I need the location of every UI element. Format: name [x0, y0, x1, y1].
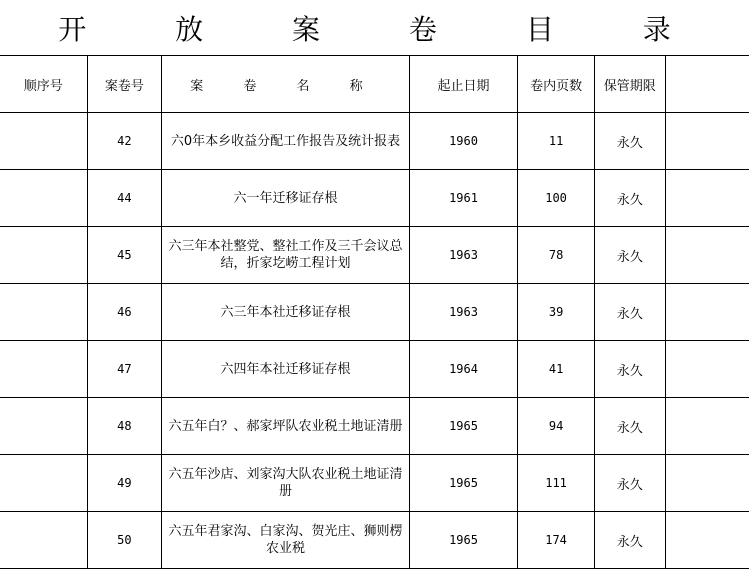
cell-name: 六三年本社整党、整社工作及三千会议总结，折家圪崂工程计划 — [162, 227, 410, 284]
cell-date: 1961 — [409, 170, 517, 227]
cell-retention: 永久 — [594, 284, 665, 341]
table-row — [0, 284, 749, 341]
cell-name: 六五年白？、郝家坪队农业税土地证清册 — [162, 398, 410, 455]
cell-date: 1963 — [409, 284, 517, 341]
header-retention: 保管期限 — [594, 56, 665, 113]
archive-catalog-table — [0, 55, 749, 569]
page-title: 开 放 案 卷 目 录 — [58, 13, 711, 46]
header-file-no: 案卷号 — [87, 56, 162, 113]
cell-date: 1963 — [409, 227, 517, 284]
header-name: 案 卷 名 称 — [162, 56, 410, 113]
cell-retention: 永久 — [594, 455, 665, 512]
cell-retention: 永久 — [594, 512, 665, 569]
cell-name: 六0年本乡收益分配工作报告及统计报表 — [162, 113, 410, 170]
cell-file-no: 50 — [87, 512, 162, 569]
cell-extra — [665, 512, 749, 569]
cell-name: 六四年本社迁移证存根 — [162, 341, 410, 398]
cell-pages: 41 — [518, 341, 595, 398]
header-extra — [665, 56, 749, 113]
table-row — [0, 170, 749, 227]
cell-pages: 111 — [518, 455, 595, 512]
cell-seq — [0, 113, 87, 170]
cell-extra — [665, 398, 749, 455]
table-row — [0, 512, 749, 569]
cell-name: 六一年迁移证存根 — [162, 170, 410, 227]
table-row — [0, 341, 749, 398]
table-row — [0, 113, 749, 170]
cell-pages: 174 — [518, 512, 595, 569]
cell-file-no: 48 — [87, 398, 162, 455]
cell-date: 1965 — [409, 398, 517, 455]
cell-file-no: 46 — [87, 284, 162, 341]
table-header-row — [0, 56, 749, 113]
cell-extra — [665, 341, 749, 398]
cell-name: 六五年君家沟、白家沟、贺光庄、狮则楞农业税 — [162, 512, 410, 569]
cell-retention: 永久 — [594, 341, 665, 398]
cell-file-no: 49 — [87, 455, 162, 512]
header-date: 起止日期 — [409, 56, 517, 113]
cell-seq — [0, 284, 87, 341]
table-row — [0, 227, 749, 284]
cell-extra — [665, 113, 749, 170]
cell-retention: 永久 — [594, 170, 665, 227]
table-row — [0, 455, 749, 512]
cell-pages: 39 — [518, 284, 595, 341]
cell-seq — [0, 341, 87, 398]
table-row — [0, 398, 749, 455]
cell-date: 1965 — [409, 455, 517, 512]
cell-seq — [0, 455, 87, 512]
cell-pages: 100 — [518, 170, 595, 227]
cell-extra — [665, 227, 749, 284]
cell-file-no: 45 — [87, 227, 162, 284]
cell-date: 1960 — [409, 113, 517, 170]
cell-pages: 94 — [518, 398, 595, 455]
cell-extra — [665, 455, 749, 512]
cell-file-no: 47 — [87, 341, 162, 398]
header-pages: 卷内页数 — [518, 56, 595, 113]
cell-pages: 11 — [518, 113, 595, 170]
cell-seq — [0, 170, 87, 227]
cell-retention: 永久 — [594, 113, 665, 170]
cell-seq — [0, 398, 87, 455]
cell-file-no: 42 — [87, 113, 162, 170]
header-seq: 顺序号 — [0, 56, 87, 113]
cell-retention: 永久 — [594, 398, 665, 455]
cell-name: 六五年沙店、刘家沟大队农业税土地证清册 — [162, 455, 410, 512]
cell-extra — [665, 170, 749, 227]
cell-date: 1964 — [409, 341, 517, 398]
cell-retention: 永久 — [594, 227, 665, 284]
cell-name: 六三年本社迁移证存根 — [162, 284, 410, 341]
cell-seq — [0, 512, 87, 569]
cell-seq — [0, 227, 87, 284]
cell-extra — [665, 284, 749, 341]
cell-pages: 78 — [518, 227, 595, 284]
cell-date: 1965 — [409, 512, 517, 569]
cell-file-no: 44 — [87, 170, 162, 227]
